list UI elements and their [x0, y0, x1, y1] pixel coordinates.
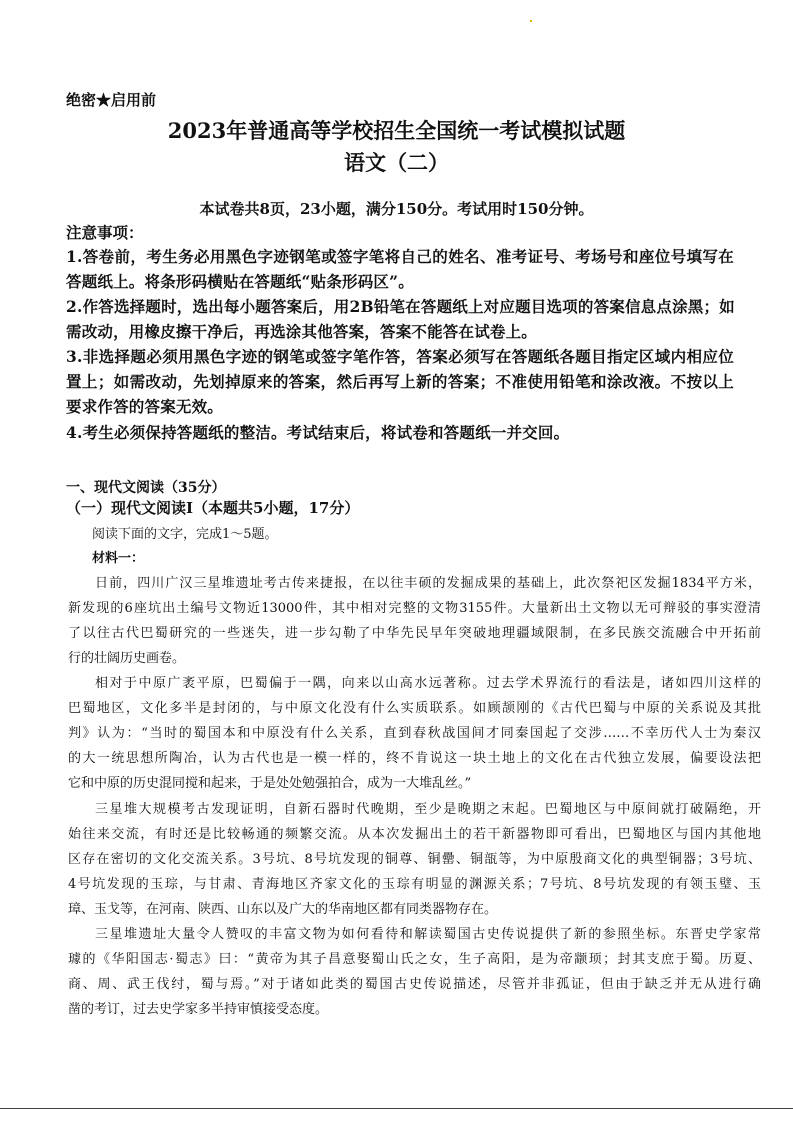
notice-heading: 注意事项： — [66, 223, 144, 242]
notice-line: 需改动，用橡皮擦干净后，再选涂其他答案，答案不能答在试卷上。 — [66, 322, 538, 341]
reading-instruction: 阅读下面的文字，完成1～5题。 — [92, 527, 278, 542]
material-label: 材料一： — [92, 551, 145, 566]
notice-line: 2.作答选择题时，选出每小题答案后，用2B铅笔在答题纸上对应题目选项的答案信息点涂黑；如 — [66, 297, 735, 316]
text-line: 三星堆遗址大量令人赞叹的丰富文物为如何看待和解读蜀国古史传说提供了新的参照坐标。东晋史学家常 — [95, 927, 761, 942]
text-line: 璋、玉戈等，在河南、陕西、山东以及广大的华南地区都有同类器物存在。 — [68, 902, 498, 917]
text-line: 的大一统思想所陶冶，认为古代也是一模一样的，终不肯说这一块土地上的文化在古代独立发展，偏要设法把 — [68, 751, 761, 766]
text-line: 行的壮阔历史画卷。 — [68, 651, 186, 666]
notice-line: 要求作答的答案无效。 — [66, 397, 224, 416]
section-subtitle: （一）现代文阅读Ⅰ（本题共5小题，17分） — [66, 499, 360, 517]
text-line: 4号坑发现的玉琮，与甘肃、青海地区齐家文化的玉琮有明显的渊源关系；7号坑、8号坑发现的有领玉璧、玉 — [68, 877, 761, 892]
text-line: 凿的考订，过去史学家多半持审慎接受态度。 — [68, 1002, 329, 1017]
text-line: 商、周、武王伐纣，蜀与焉。”对于诸如此类的蜀国古史传说描述，尽管并非孤证，但由于缺乏并无从进行确 — [68, 977, 761, 992]
subject-title: 语文（二） — [344, 150, 449, 175]
text-line: 巴蜀地区，文化多半是封闭的，与中原文化没有什么实质联系。如顾颉刚的《古代巴蜀与中原的关系说及其批 — [68, 701, 761, 716]
scan-mark — [530, 20, 532, 22]
notice-line: 3.非选择题必须用黑色字迹的钢笔或签字笔作答，答案必须写在答题纸各题目指定区域内相应位 — [66, 347, 734, 366]
text-line: 了以往古代巴蜀研究的一些迷失，进一步勾勒了中华先民早年突破地理疆域限制，在多民族交流融合中开拓前 — [68, 626, 761, 641]
exam-info: 本试卷共8页，23小题，满分150分。考试用时150分钟。 — [199, 200, 594, 218]
text-line: 三星堆大规模考古发现证明，自新石器时代晚期，至少是晚期之末起。巴蜀地区与中原间就打破隔绝，开 — [95, 802, 761, 817]
notice-line: 4.考生必须保持答题纸的整洁。考试结束后，将试卷和答题纸一并交回。 — [66, 423, 570, 442]
text-line: 新发现的6座坑出土编号文物近13000件，其中相对完整的文物3155件。大量新出土文物以无可辩驳的事实澄清 — [68, 601, 761, 616]
section-title: 一、现代文阅读（35分） — [66, 480, 226, 496]
text-line: 判》认为：“当时的蜀国本和中原没有什么关系，直到春秋战国间才同秦国起了交涉……不幸历代人士为秦汉 — [68, 726, 761, 741]
text-line: 璩的《华阳国志·蜀志》曰：“黄帝为其子昌意娶蜀山氏之女，生子高阳，是为帝颛顼；封其支庶于蜀。历夏、 — [68, 952, 761, 967]
secret-label: 绝密★启用前 — [66, 91, 157, 109]
exam-title: 2023年普通高等学校招生全国统一考试模拟试题 — [167, 118, 626, 143]
text-line: 相对于中原广袤平原，巴蜀偏于一隅，向来以山高水远著称。过去学术界流行的看法是，诸如四川这样的 — [95, 676, 761, 691]
notice-line: 置上；如需改动，先划掉原来的答案，然后再写上新的答案；不准使用铅笔和涂改液。不按以上 — [66, 372, 734, 391]
text-line: 它和中原的历史混同搅和起来，于是处处勉强拍合，成为一大堆乱丝。” — [68, 776, 472, 791]
text-line: 始往来交流，有时还是比较畅通的频繁交流。从本次发掘出土的若干新器物即可看出，巴蜀地区与国内其他地 — [68, 827, 761, 842]
text-line: 区存在密切的文化交流关系。3号坑、8号坑发现的铜尊、铜罍、铜瓿等，为中原殷商文化的典型铜器；3号坑、 — [68, 852, 761, 867]
page-bottom-rule — [0, 1108, 793, 1109]
notice-line: 1.答卷前，考生务必用黑色字迹钢笔或签字笔将自己的姓名、准考证号、考场号和座位号填写在 — [66, 247, 734, 266]
notice-line: 答题纸上。将条形码横贴在答题纸“贴条形码区”。 — [66, 272, 414, 291]
text-line: 日前，四川广汉三星堆遗址考古传来捷报，在以往丰硕的发掘成果的基础上，此次祭祀区发掘1834平方米， — [95, 576, 761, 591]
